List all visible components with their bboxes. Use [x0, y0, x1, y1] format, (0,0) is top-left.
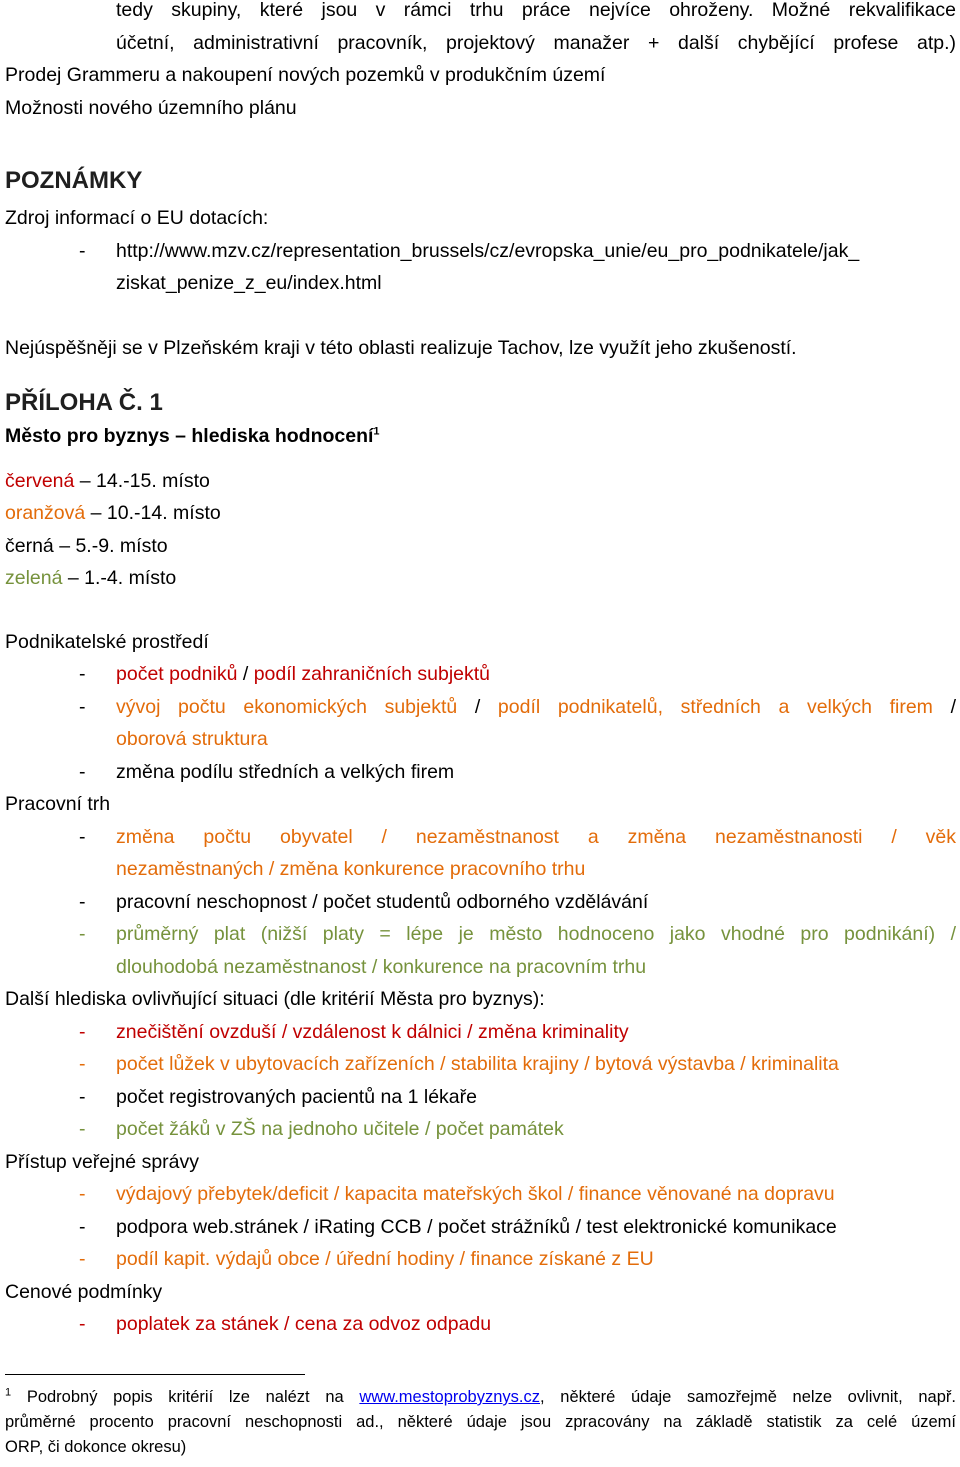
footnote-ref: 1	[373, 425, 380, 438]
list-dash: -	[79, 923, 86, 945]
legend-color: oranžová	[5, 502, 86, 524]
list-item	[5, 691, 956, 756]
criterion: počet registrovaných pacientů na 1 lékaře	[116, 1085, 477, 1108]
legend-item-green	[5, 562, 956, 595]
list-item	[5, 1211, 956, 1244]
criterion: podíl zahraničních subjektů	[253, 663, 491, 685]
section-title-labor: Pracovní trh	[5, 793, 111, 815]
legend-rank: – 10.-14. místo	[90, 502, 221, 524]
legend-rank: – 14.-15. místo	[79, 469, 210, 492]
list-dash: -	[79, 1053, 86, 1075]
notes-source-label: Zdroj informací o EU dotacích:	[5, 207, 269, 229]
intro-line-4: Možnosti nového územního plánu	[5, 96, 297, 119]
footnote-text: Podrobný popis kritérií lze nalézt na	[26, 1388, 360, 1406]
legend-color: zelená	[5, 567, 63, 589]
list-item	[5, 1016, 956, 1049]
list-item	[5, 1048, 956, 1081]
legend	[5, 465, 956, 595]
criterion: pracovní neschopnost / počet studentů odborného vzdělávání	[116, 890, 649, 913]
list-item	[5, 756, 956, 789]
list-item	[5, 886, 956, 919]
intro-line-1: tedy skupiny, které jsou v rámci trhu práce nejvíce ohroženy. Možné rekvalifikace	[116, 0, 956, 21]
list-item	[5, 1243, 956, 1276]
legend-rank: – 1.-4. místo	[67, 567, 177, 589]
criterion: počet lůžek v ubytovacích zařízeních / stabilita krajiny / bytová výstavba / kriminalita	[116, 1053, 839, 1075]
notes-heading: POZNÁMKY	[5, 167, 143, 194]
criterion: podíl podnikatelů, středních a velkých firem	[497, 695, 933, 718]
legend-item-red	[5, 465, 956, 498]
footnote-text: , některé údaje samozřejmě nelze ovlivnit, např.	[540, 1388, 956, 1406]
list-dash: -	[79, 1085, 86, 1108]
separator: /	[932, 695, 956, 718]
criterion: oborová struktura	[116, 728, 268, 750]
criterion: podpora web.stránek / iRating CCB / počet strážníků / test elektronické komunikace	[116, 1215, 837, 1238]
annex-subheading	[5, 420, 956, 453]
separator: /	[457, 695, 498, 718]
separator: /	[237, 663, 254, 685]
criterion: vývoj počtu ekonomických subjektů	[116, 695, 458, 718]
criterion: výdajový přebytek/deficit / kapacita mateřských škol / finance věnované na dopravu	[116, 1183, 835, 1205]
list-dash: -	[79, 239, 86, 262]
list-dash: -	[79, 890, 86, 913]
list-dash: -	[79, 663, 86, 685]
list-dash: -	[79, 760, 86, 783]
notes-url-line-1[interactable]: http://www.mzv.cz/representation_brussels/cz/evropska_unie/eu_pro_podnikatele/jak_	[116, 239, 860, 262]
notes-url-line-2[interactable]: ziskat_penize_z_eu/index.html	[116, 272, 382, 294]
criterion: změna podílu středních a velkých firem	[116, 760, 455, 783]
criterion: dlouhodobá nezaměstnanost / konkurence na pracovním trhu	[116, 955, 647, 978]
legend-rank: – 5.-9. místo	[59, 534, 168, 557]
criterion: počet podniků	[116, 663, 238, 685]
document-page	[5, 0, 956, 1341]
intro-line-3: Prodej Grammeru a nakoupení nových pozemků v produkčním území	[5, 64, 606, 86]
criterion: podíl kapit.	[116, 1248, 211, 1270]
criterion: výdajů obce / úřední hodiny / finance získané z EU	[210, 1248, 654, 1270]
notes-url-item	[5, 235, 956, 300]
footnote	[5, 1385, 956, 1460]
list-item	[5, 1308, 956, 1341]
section-title-prices: Cenové podmínky	[5, 1280, 163, 1303]
footnote-link[interactable]: www.mestoprobyznys.cz	[359, 1388, 540, 1406]
list-item	[5, 918, 956, 983]
footnote-separator	[5, 1374, 305, 1375]
section-title-business: Podnikatelské prostředí	[5, 630, 209, 653]
list-item	[5, 1178, 956, 1211]
legend-item-black	[5, 530, 956, 563]
footnote-line-2: průměrné procento pracovní neschopnosti ad., některé údaje jsou zpracovány na základě statistik za celé území	[5, 1413, 956, 1431]
criterion: poplatek za stánek / cena za odvoz odpadu	[116, 1313, 492, 1335]
legend-color: černá	[5, 534, 54, 557]
criterion: nezaměstnaných / změna konkurence pracovního trhu	[116, 858, 586, 880]
list-dash: -	[79, 1183, 86, 1205]
list-item	[5, 1113, 956, 1146]
footnote-number: 1	[5, 1386, 12, 1399]
list-item	[5, 821, 956, 886]
list-item	[5, 1081, 956, 1114]
list-dash: -	[79, 1313, 86, 1335]
list-dash: -	[79, 825, 86, 848]
footnote-line-3: ORP, či dokonce okresu)	[5, 1438, 187, 1456]
criterion: průměrný plat (nižší platy = lépe je město hodnoceno jako vhodné pro podnikání) /	[116, 923, 956, 945]
criterion: počet žáků v ZŠ na jednoho učitele / počet památek	[116, 1118, 564, 1140]
legend-color: červená	[5, 469, 75, 492]
list-dash: -	[79, 1020, 86, 1043]
list-dash: -	[79, 1248, 86, 1270]
list-dash: -	[79, 1118, 86, 1140]
annex-subheading-text: Město pro byznys – hlediska hodnocení	[5, 425, 374, 447]
criterion: změna počtu obyvatel / nezaměstnanost a změna nezaměstnanosti / věk	[116, 825, 956, 848]
intro-line-2: účetní, administrativní pracovník, projektový manažer + další chybějící profese atp.)	[116, 31, 956, 54]
section-title-other: Další hlediska ovlivňující situaci (dle kritérií Města pro byznys):	[5, 988, 545, 1010]
list-dash: -	[79, 695, 86, 718]
legend-item-orange	[5, 497, 956, 530]
annex-heading: PŘÍLOHA Č. 1	[5, 389, 163, 416]
section-title-public: Přístup veřejné správy	[5, 1150, 200, 1173]
list-item	[5, 658, 956, 691]
notes-tachov: Nejúspěšněji se v Plzeňském kraji v této oblasti realizuje Tachov, lze využít jeho zkušeností.	[5, 336, 797, 359]
list-dash: -	[79, 1215, 86, 1238]
criterion: znečištění ovzduší / vzdálenost k dálnici / změna kriminality	[116, 1020, 629, 1043]
